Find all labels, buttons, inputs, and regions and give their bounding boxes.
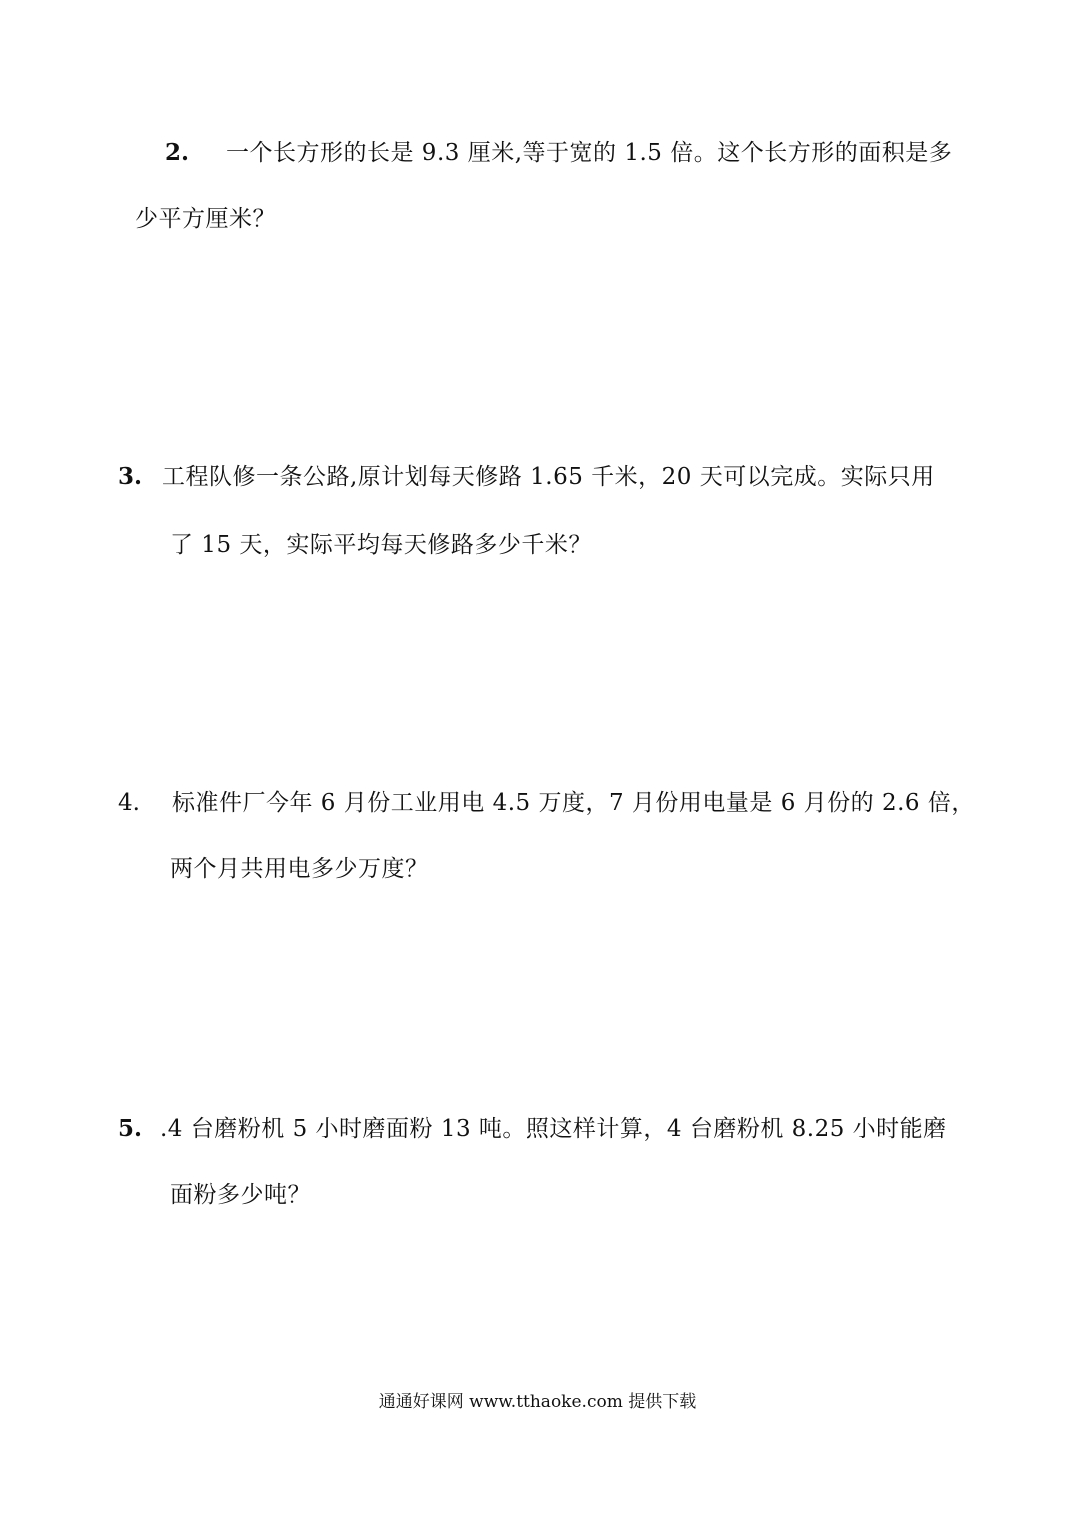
question-5-number: 5.	[118, 1115, 143, 1142]
question-5-line-1: .4 台磨粉机 5 小时磨面粉 13 吨。照这样计算，4 台磨粉机 8.25 小时能磨	[160, 1116, 947, 1142]
question-4-line-1: 标准件厂今年 6 月份工业用电 4.5 万度，7 月份用电量是 6 月份的 2.6 倍，	[172, 790, 975, 816]
question-4-line-2: 两个月共用电多少万度？	[170, 856, 429, 882]
question-2-line-2: 少平方厘米？	[135, 206, 276, 232]
question-3-line-1: 工程队修一条公路,原计划每天修路 1.65 千米，20 天可以完成。实际只用	[162, 464, 935, 490]
question-2-line-1: 一个长方形的长是 9.3 厘米,等于宽的 1.5 倍。这个长方形的面积是多	[226, 140, 953, 166]
question-5-line-2: 面粉多少吨？	[170, 1182, 311, 1208]
question-2-number: 2.	[165, 139, 190, 166]
question-3-number: 3.	[118, 463, 143, 490]
question-4-number: 4.	[118, 790, 140, 816]
page-footer: 通通好课网 www.tthaoke.com 提供下载	[378, 1392, 697, 1412]
question-3-line-2: 了 15 天，实际平均每天修路多少千米？	[170, 532, 592, 558]
